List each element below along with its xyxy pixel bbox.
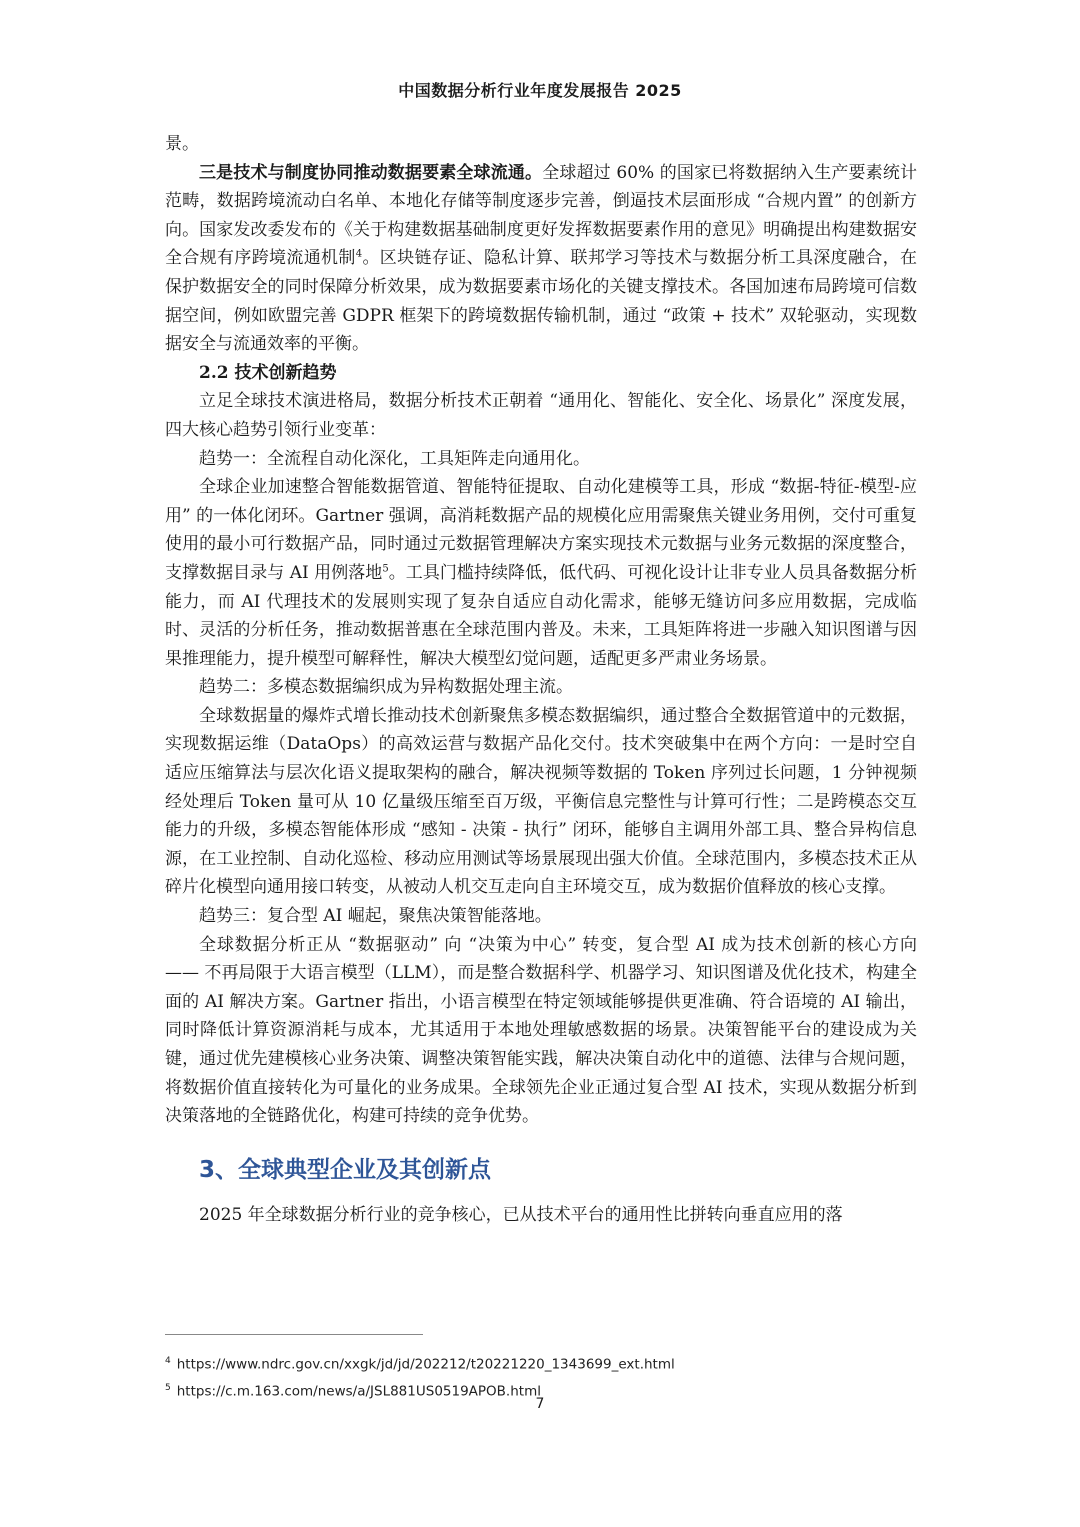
trend-three-title: 趋势三：复合型 AI 崛起，聚焦决策智能落地。 xyxy=(199,906,552,927)
point-three-text-a: 全球超过 60% 的国家已将数据纳入生产要素统计范畴，数据跨境流动白名单、本地化存储等制度逐步完善，倒逼技术层面形成 “合规内置” 的创新方向。国家发改委发布的《关于构建数据基础制度更好发挥数据要素作用的意见》明确提出构建数据安全合规有序跨境流通机制 xyxy=(165,162,918,269)
footnote-number: 5 xyxy=(165,1382,171,1393)
page-number: 7 xyxy=(535,1396,545,1412)
trend-one-title: 趋势一：全流程自动化深化，工具矩阵走向通用化。 xyxy=(199,448,590,469)
continuation-text: 景。 xyxy=(165,134,199,154)
trend-two-title: 趋势二：多模态数据编织成为异构数据处理主流。 xyxy=(199,677,573,698)
running-header: 中国数据分析行业年度发展报告 2025 xyxy=(398,81,682,100)
trend-one-text-a: 全球企业加速整合智能数据管道、智能特征提取、自动化建模等工具，形成 “数据-特征-模型-应用” 的一体化闭环。Gartner 强调，高消耗数据产品的规模化应用需聚焦关键业务用例，交付可重复使用的最小可行数据产品，同时通过元数据管理解决方案实现技术元数据与业务元数据的深度整合，支撑数据目录与 AI 用例落地 xyxy=(165,477,917,583)
page-body xyxy=(165,130,917,1229)
point-three-lead: 三是技术与制度协同推动数据要素全球流通。 xyxy=(199,162,543,183)
trend-one-paragraph xyxy=(165,473,917,673)
trend-two-paragraph: 全球数据量的爆炸式增长推动技术创新聚焦多模态数据编织，通过整合全数据管道中的元数据，实现数据运维（DataOps）的高效运营与数据产品化交付。技术突破集中在两个方向：一是时空自适应压缩算法与层次化语义提取架构的融合，解决视频等数据的 Token 序列过长问题，1 分钟视频经处理后 Token 量可从 10 亿量级压缩至百万级，平衡信息完整性与计算可行性；二是跨模态交互能力的升级，多模态智能体形成 “感知 - 决策 - 执行” 闭环，能够自主调用外部工具、整合异构信息源，在工业控制、自动化巡检、移动应用测试等场景展现出强大价值。全球范围内，多模态技术正从碎片化模型向通用接口转变，从被动人机交互走向自主环境交互，成为数据价值释放的核心支撑。 xyxy=(165,705,917,898)
point-three-text-b: 。区块链存证、隐私计算、联邦学习等技术与数据分析工具深度融合，在保护数据安全的同时保障分析效果，成为数据要素市场化的关键支撑技术。各国加速布局跨境可信数据空间，例如欧盟完善 GDPR 框架下的跨境数据传输机制，通过 “政策 + 技术” 双轮驱动，实现数据安全与流通效率的平衡。 xyxy=(165,248,918,355)
footnote-ref-4: 4 xyxy=(355,248,363,260)
chapter-heading-3: 3、全球典型企业及其创新点 xyxy=(199,1156,492,1183)
footnote-item xyxy=(165,1350,917,1377)
footnote-ref-5: 5 xyxy=(382,563,389,575)
trends-intro: 立足全球技术演进格局，数据分析技术正朝着 “通用化、智能化、安全化、场景化” 深度发展，四大核心趋势引领行业变革： xyxy=(165,391,917,440)
footnote-link[interactable]: https://www.ndrc.gov.cn/xxgk/jd/jd/202212/t20221220_1343699_ext.html xyxy=(176,1356,675,1373)
section-heading-2-2: 2.2 技术创新趋势 xyxy=(199,362,337,383)
trend-three-paragraph: 全球数据分析正从 “数据驱动” 向 “决策为中心” 转变，复合型 AI 成为技术创新的核心方向 —— 不再局限于大语言模型（LLM），而是整合数据科学、机器学习、知识图谱及优化技术，构建全面的 AI 解决方案。Gartner 指出，小语言模型在特定领域能够提供更准确、符合语境的 AI 输出，同时降低计算资源消耗与成本，尤其适用于本地处理敏感数据的场景。决策智能平台的建设成为关键，通过优先建模核心业务决策、调整决策智能实践，解决决策自动化中的道德、法律与合规问题，将数据价值直接转化为可量化的业务成果。全球领先企业正通过复合型 AI 技术，实现从数据分析到决策落地的全链路优化，构建可持续的竞争优势。 xyxy=(165,934,917,1127)
chapter-three-intro: 2025 年全球数据分析行业的竞争核心，已从技术平台的通用性比拼转向垂直应用的落 xyxy=(199,1204,843,1225)
trend-one-text-b: 。工具门槛持续降低，低代码、可视化设计让非专业人员具备数据分析能力，而 AI 代理技术的发展则实现了复杂自适应自动化需求，能够无缝访问多应用数据，完成临时、灵活的分析任务，推动数据普惠在全球范围内普及。未来，工具矩阵将进一步融入知识图谱与因果推理能力，提升模型可解释性，解决大模型幻觉问题，适配更多严肃业务场景。 xyxy=(165,562,917,669)
footnote-link[interactable]: https://c.m.163.com/news/a/JSL881US0519APOB.html xyxy=(176,1383,541,1399)
footnote-number: 4 xyxy=(165,1356,171,1366)
paragraph-point-three xyxy=(165,159,917,359)
footnote-divider xyxy=(165,1334,423,1335)
